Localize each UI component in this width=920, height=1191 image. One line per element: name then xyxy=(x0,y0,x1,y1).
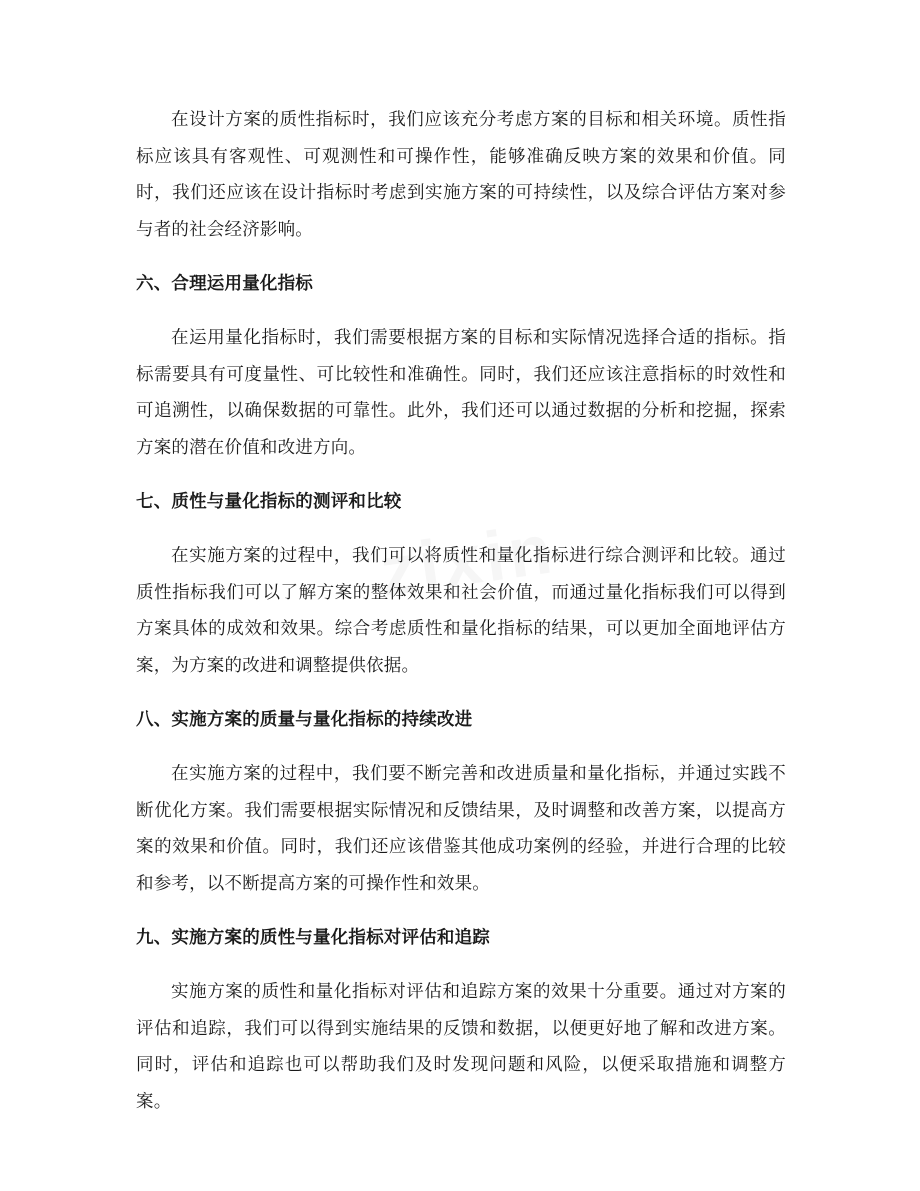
section-heading-7: 七、质性与量化指标的测评和比较 xyxy=(136,492,402,512)
section-paragraph-8: 在实施方案的过程中，我们要不断完善和改进质量和量化指标，并通过实践不断优化方案。我们需要根据实际情况和反馈结果，及时调整和改善方案，以提高方案的效果和价值。同时，我们还应该借鉴其他成功案例的经验，并进行合理的比较和参考，以不断提高方案的可操作性和效果。 xyxy=(136,764,786,894)
document-body xyxy=(136,102,786,1120)
section-paragraph-9: 实施方案的质性和量化指标对评估和追踪方案的效果十分重要。通过对方案的评估和追踪，我们可以得到实施结果的反馈和数据，以便更好地了解和改进方案。同时，评估和追踪也可以帮助我们及时发现问题和风险，以便采取措施和调整方案。 xyxy=(136,982,786,1112)
section-heading-9: 九、实施方案的质性与量化指标对评估和追踪 xyxy=(136,928,490,948)
section-heading-6: 六、合理运用量化指标 xyxy=(136,274,313,294)
section-heading-8: 八、实施方案的质量与量化指标的持续改进 xyxy=(136,710,473,730)
section-paragraph-6: 在运用量化指标时，我们需要根据方案的目标和实际情况选择合适的指标。指标需要具有可度量性、可比较性和准确性。同时，我们还应该注意指标的时效性和可追溯性，以确保数据的可靠性。此外，我们还可以通过数据的分析和挖掘，探索方案的潜在价值和改进方向。 xyxy=(136,328,786,458)
paragraph-intro: 在设计方案的质性指标时，我们应该充分考虑方案的目标和相关环境。质性指标应该具有客观性、可观测性和可操作性，能够准确反映方案的效果和价值。同时，我们还应该在设计指标时考虑到实施方案的可持续性，以及综合评估方案对参与者的社会经济影响。 xyxy=(136,110,786,240)
section-paragraph-7: 在实施方案的过程中，我们可以将质性和量化指标进行综合测评和比较。通过质性指标我们可以了解方案的整体效果和社会价值，而通过量化指标我们可以得到方案具体的成效和效果。综合考虑质性和量化指标的结果，可以更加全面地评估方案，为方案的改进和调整提供依据。 xyxy=(136,546,786,676)
